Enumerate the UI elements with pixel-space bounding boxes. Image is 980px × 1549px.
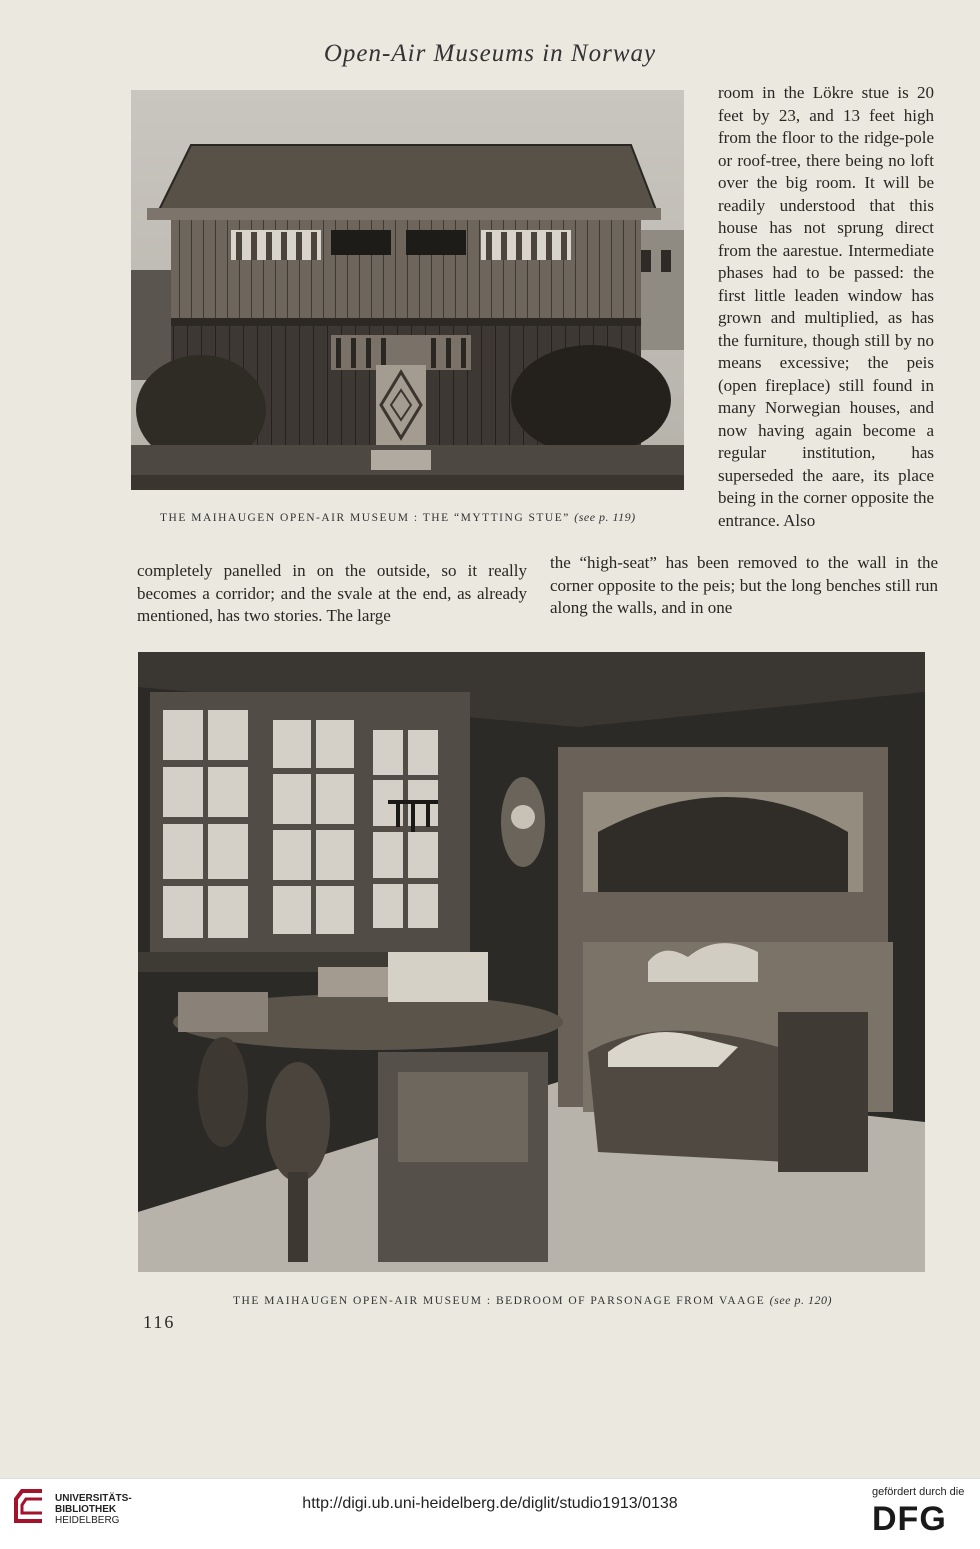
right-column-text [718,82,934,532]
left-column-paragraph: completely panelled in on the outside, so it really becomes a corridor; and the svale at the end, as already mentioned, has two stories. The large [137,561,527,625]
right-column-paragraph: room in the Lökre stue is 20 feet by 23, and 13 feet high from the floor to the ridge-pole or roof-tree, there being no loft over the big room. It will be readily understood that this house has not sprung direct from the aarestue. Intermediate phases had to be passed: the first little leaden window has grown and multiplied, as has the furniture, though still by no means excessive; the peis (open fireplace) still found in many Norwegian houses, and now having again become a regular institution, has superseded the aare, its place being in the corner opposite the entrance. Also [718,83,934,530]
footer-url-link[interactable]: http://digi.ub.uni-heidelberg.de/diglit/studio1913/0138 [302,1495,678,1512]
running-header: Open-Air Museums in Norway [323,40,657,67]
house-illustration [131,90,684,490]
funding-note: gefördert durch die [872,1486,965,1498]
bottom-caption-reference: (see p. 120) [769,1293,832,1307]
library-line-2: BIBLIOTHEK [55,1504,117,1515]
bottom-photo-caption [233,1293,832,1308]
library-line-3: HEIDELBERG [55,1515,120,1526]
top-photograph [131,90,684,490]
right-lower-paragraph: the “high-seat” has been removed to the wall in the corner opposite to the peis; but the long benches still run along the walls, and in one [550,553,938,617]
bedroom-illustration [138,652,925,1272]
top-photo-caption [160,510,636,525]
bottom-photograph [138,652,925,1272]
footer-bar [0,1478,980,1549]
top-caption-reference: (see p. 119) [574,510,636,524]
bottom-caption-text: THE MAIHAUGEN OPEN-AIR MUSEUM : BEDROOM OF PARSONAGE FROM VAAGE [233,1295,766,1307]
page-number: 116 [143,1312,176,1332]
left-column-text [137,560,527,628]
library-line-1: UNIVERSITÄTS- [55,1493,132,1504]
top-caption-text: THE MAIHAUGEN OPEN-AIR MUSEUM : THE “MYTTING STUE” [160,512,570,524]
right-lower-text [550,552,938,620]
dfg-logo: DFG [872,1500,947,1538]
